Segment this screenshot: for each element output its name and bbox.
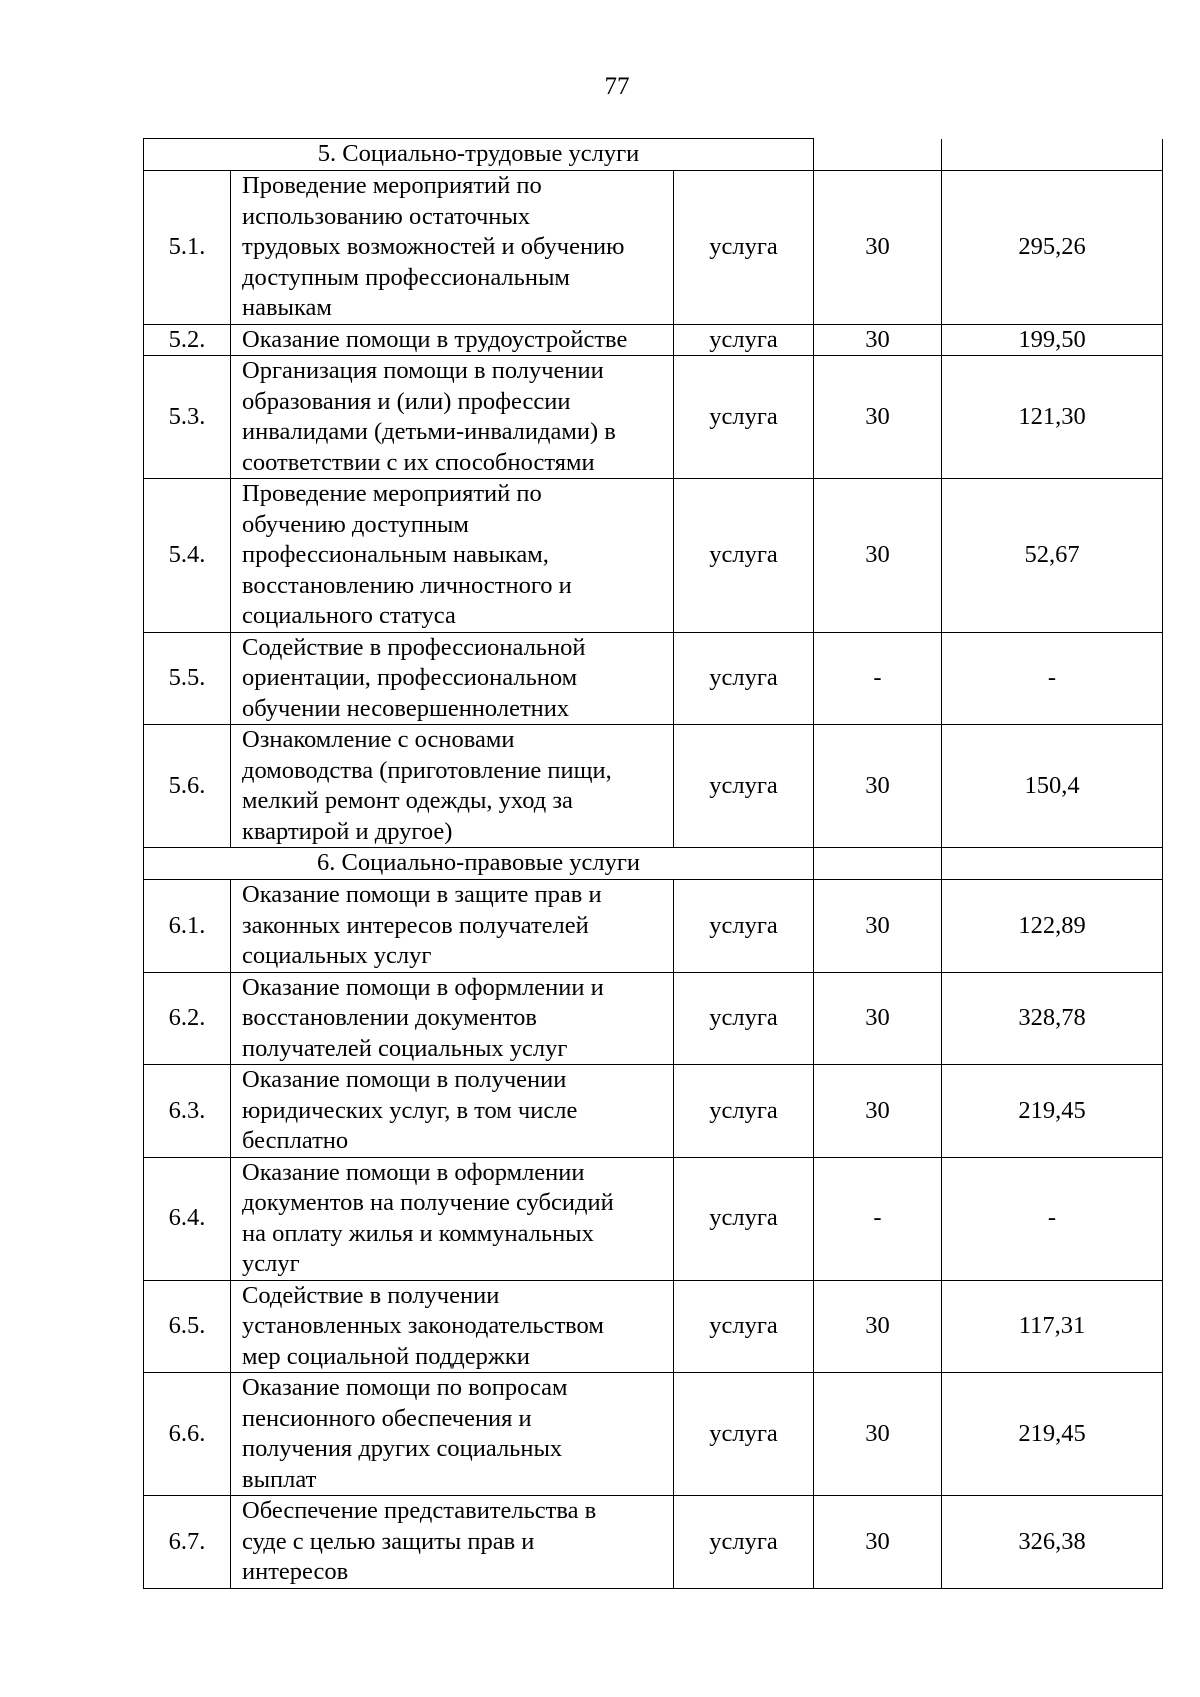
- service-name-line: социальных услуг: [242, 942, 432, 969]
- service-price: 219,45: [942, 1065, 1163, 1158]
- service-name: [231, 479, 674, 633]
- service-unit: услуга: [674, 632, 814, 725]
- service-price: 117,31: [942, 1280, 1163, 1373]
- service-price: 219,45: [942, 1373, 1163, 1496]
- service-quantity: 30: [814, 1373, 942, 1496]
- service-number: 5.6.: [144, 725, 231, 848]
- service-name: [231, 1373, 674, 1496]
- service-quantity: 30: [814, 1065, 942, 1158]
- service-number: 5.5.: [144, 632, 231, 725]
- service-name-line: обучении несовершеннолетних: [242, 694, 570, 722]
- service-price: 150,4: [942, 725, 1163, 848]
- section-header-row: [144, 139, 1163, 171]
- table-row: [144, 972, 1163, 1065]
- service-name: [231, 972, 674, 1065]
- service-name: [231, 725, 674, 848]
- service-name-line: восстановлении документов: [242, 1004, 537, 1031]
- service-price: 326,38: [942, 1496, 1163, 1589]
- service-price: -: [942, 632, 1163, 725]
- section-empty-cell: [942, 139, 1163, 171]
- service-unit: услуга: [674, 324, 814, 356]
- service-price: 121,30: [942, 356, 1163, 479]
- table-row: [144, 1373, 1163, 1496]
- service-unit: услуга: [674, 356, 814, 479]
- service-name-line: Проведение мероприятий по: [242, 480, 542, 507]
- service-price: 328,78: [942, 972, 1163, 1065]
- service-name-line: социального статуса: [242, 602, 456, 629]
- service-name-line: квартирой и другое): [242, 817, 453, 845]
- service-name-line: Оказание помощи по вопросам: [242, 1374, 568, 1401]
- service-unit: услуга: [674, 479, 814, 633]
- service-name-line: ориентации, профессиональном: [242, 664, 578, 691]
- service-name-line: Организация помощи в получении: [242, 357, 604, 384]
- service-name-line: соответствии с их способностями: [242, 448, 595, 476]
- service-price: -: [942, 1157, 1163, 1280]
- table-row: [144, 1496, 1163, 1589]
- service-name-line: Проведение мероприятий по: [242, 172, 542, 199]
- service-unit: услуга: [674, 725, 814, 848]
- service-number: 5.1.: [144, 171, 231, 325]
- service-name: [231, 1496, 674, 1589]
- service-quantity: 30: [814, 880, 942, 973]
- service-price: 52,67: [942, 479, 1163, 633]
- table-row: [144, 632, 1163, 725]
- table-row: [144, 356, 1163, 479]
- service-quantity: 30: [814, 479, 942, 633]
- service-price: 199,50: [942, 324, 1163, 356]
- section-empty-cell: [814, 848, 942, 880]
- service-name-line: установленных законодательством: [242, 1312, 604, 1339]
- service-unit: услуга: [674, 880, 814, 973]
- table-row: [144, 324, 1163, 356]
- service-name: [231, 880, 674, 973]
- service-name-line: документов на получение субсидий: [242, 1189, 614, 1216]
- service-number: 6.1.: [144, 880, 231, 973]
- service-number: 5.2.: [144, 324, 231, 356]
- service-name-line: юридических услуг, в том числе: [242, 1096, 578, 1124]
- service-quantity: -: [814, 1157, 942, 1280]
- service-name: [231, 356, 674, 479]
- service-number: 5.3.: [144, 356, 231, 479]
- service-name-line: мер социальной поддержки: [242, 1342, 530, 1370]
- service-quantity: 30: [814, 1280, 942, 1373]
- service-number: 6.6.: [144, 1373, 231, 1496]
- service-name-line: Обеспечение представительства в: [242, 1497, 597, 1524]
- section-empty-cell: [814, 139, 942, 171]
- table-row: [144, 171, 1163, 325]
- table-row: [144, 1280, 1163, 1373]
- service-name-line: профессиональным навыкам,: [242, 541, 549, 568]
- table-row: [144, 880, 1163, 973]
- service-quantity: 30: [814, 171, 942, 325]
- service-name-line: интересов: [242, 1558, 349, 1585]
- service-name-line: Оказание помощи в трудоустройстве: [242, 325, 628, 353]
- service-name-line: Оказание помощи в оформлении и: [242, 973, 604, 1001]
- section-title: 5. Социально-трудовые услуги: [144, 139, 814, 171]
- service-name-line: получателей социальных услуг: [242, 1034, 568, 1062]
- service-name-line: инвалидами (детьми-инвалидами) в: [242, 418, 616, 445]
- service-name: [231, 1065, 674, 1158]
- service-unit: услуга: [674, 1157, 814, 1280]
- table-row: [144, 1065, 1163, 1158]
- service-name-line: Ознакомление с основами: [242, 726, 515, 753]
- service-number: 5.4.: [144, 479, 231, 633]
- service-name-line: услуг: [242, 1250, 300, 1277]
- service-number: 6.2.: [144, 972, 231, 1065]
- service-name-line: на оплату жилья и коммунальных: [242, 1219, 594, 1247]
- service-name: [231, 632, 674, 725]
- service-name: [231, 1157, 674, 1280]
- service-name-line: обучению доступным: [242, 510, 469, 538]
- service-name-line: получения других социальных: [242, 1435, 563, 1462]
- page-number: 77: [604, 73, 630, 100]
- service-unit: услуга: [674, 1065, 814, 1158]
- service-unit: услуга: [674, 972, 814, 1065]
- service-name: [231, 324, 674, 356]
- service-name-line: выплат: [242, 1465, 317, 1493]
- service-quantity: -: [814, 632, 942, 725]
- service-unit: услуга: [674, 1496, 814, 1589]
- service-name-line: Содействие в получении: [242, 1281, 500, 1309]
- service-quantity: 30: [814, 725, 942, 848]
- service-name-line: Оказание помощи в получении: [242, 1066, 567, 1093]
- service-unit: услуга: [674, 1373, 814, 1496]
- service-name-line: Содействие в профессиональной: [242, 633, 586, 661]
- service-name-line: законных интересов получателей: [242, 911, 589, 939]
- service-number: 6.5.: [144, 1280, 231, 1373]
- section-header-row: [144, 848, 1163, 880]
- service-quantity: 30: [814, 972, 942, 1065]
- service-name-line: суде с целью защиты прав и: [242, 1527, 535, 1555]
- service-name-line: мелкий ремонт одежды, уход за: [242, 787, 573, 814]
- service-number: 6.4.: [144, 1157, 231, 1280]
- service-unit: услуга: [674, 171, 814, 325]
- service-price: 122,89: [942, 880, 1163, 973]
- service-number: 6.7.: [144, 1496, 231, 1589]
- service-number: 6.3.: [144, 1065, 231, 1158]
- table-row: [144, 1157, 1163, 1280]
- section-empty-cell: [942, 848, 1163, 880]
- service-quantity: 30: [814, 1496, 942, 1589]
- service-name-line: навыкам: [242, 294, 332, 321]
- service-name-line: Оказание помощи в оформлении: [242, 1158, 585, 1186]
- service-quantity: 30: [814, 356, 942, 479]
- table-row: [144, 725, 1163, 848]
- service-name-line: доступным профессиональным: [242, 263, 570, 291]
- service-name: [231, 1280, 674, 1373]
- service-price: 295,26: [942, 171, 1163, 325]
- service-unit: услуга: [674, 1280, 814, 1373]
- service-name-line: использованию остаточных: [242, 202, 531, 230]
- service-quantity: 30: [814, 324, 942, 356]
- service-name-line: восстановлению личностного и: [242, 571, 572, 599]
- section-title: 6. Социально-правовые услуги: [144, 848, 814, 880]
- services-table: [143, 138, 1163, 1589]
- service-name-line: бесплатно: [242, 1127, 349, 1154]
- service-name: [231, 171, 674, 325]
- service-name-line: пенсионного обеспечения и: [242, 1404, 532, 1432]
- service-name-line: Оказание помощи в защите прав и: [242, 881, 602, 908]
- service-name-line: трудовых возможностей и обучению: [242, 233, 625, 260]
- service-name-line: образования и (или) профессии: [242, 387, 571, 415]
- table-row: [144, 479, 1163, 633]
- service-name-line: домоводства (приготовление пищи,: [242, 756, 612, 784]
